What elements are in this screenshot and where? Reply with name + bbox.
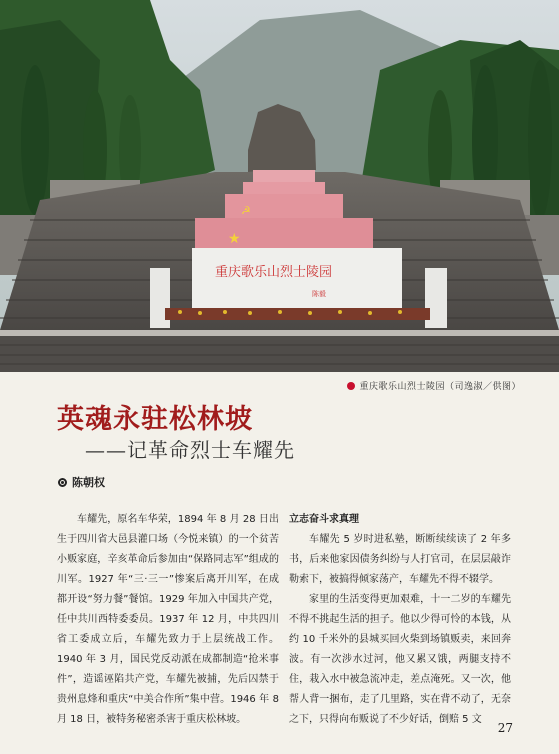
svg-text:☭: ☭ [241, 204, 251, 217]
author-line [58, 474, 105, 490]
page-number: 27 [497, 721, 513, 735]
section-heading: 立志奋斗求真理 [289, 514, 359, 525]
memorial-illustration [0, 0, 559, 372]
monument-sub-inscription: 陈毅 [312, 290, 326, 298]
left-column [57, 510, 279, 730]
paragraph: 家里的生活变得更加艰难，十一二岁的车耀先不得不挑起生活的担子。他以少得可怜的本钱，从约 10 千米外的县城买回火柴到场镇贩卖，来回奔波。有一次涉水过河，他又累又饿，两腿支持不住，栽入水中被急流冲走，差点淹死。又一次，他帮人背一捆布，走了几里路，实在背不动了，无奈之下，只得向布贩说了不少好话，倒赔 5 文 [289, 594, 511, 725]
photo-caption [347, 379, 521, 392]
memorial-photo [0, 0, 559, 372]
article-subtitle: ——记革命烈士车耀先 [85, 438, 295, 462]
paragraph: 车耀先 5 岁时进私塾，断断续续读了 2 年多书，后来他家因债务纠纷与人打官司，在层层敲诈勒索下，被搞得倾家荡产，车耀先不得不辍学。 [289, 534, 511, 585]
caption-text: 重庆歌乐山烈士陵园（司逸淑／供图） [359, 382, 521, 392]
article-title: 英魂永驻松林坡 [57, 404, 253, 435]
caption-bullet-icon [347, 382, 355, 390]
author-name: 陈朝权 [72, 476, 105, 489]
right-column [289, 510, 511, 730]
monument-inscription: 重庆歌乐山烈士陵园 [215, 265, 333, 280]
paragraph: 车耀先，原名车华荣，1894 年 8 月 28 日出生于四川省大邑县灌口场（今悦来镇）的一个贫苦小贩家庭，辛亥革命后参加由“保路同志军”组成的川军。1927 年“三·三一”惨案后离开川军，在成都开设“努力餐”餐馆。1929 年加入中国共产党，任中共川西特委委员。1937 年 12 月，中共四川省工委成立后，车耀先致力于上层统战工作。1940 年 3 月，国民党反动派在成都制造“抢米事件”，造谣诬陷共产党，车耀先被捕，先后囚禁于贵州息烽和重庆“中美合作所”集中营。1946 年 8 月 18 日，被特务秘密杀害于重庆松林坡。 [57, 514, 279, 725]
author-bullet-icon [58, 478, 67, 487]
svg-text:★: ★ [228, 231, 241, 247]
